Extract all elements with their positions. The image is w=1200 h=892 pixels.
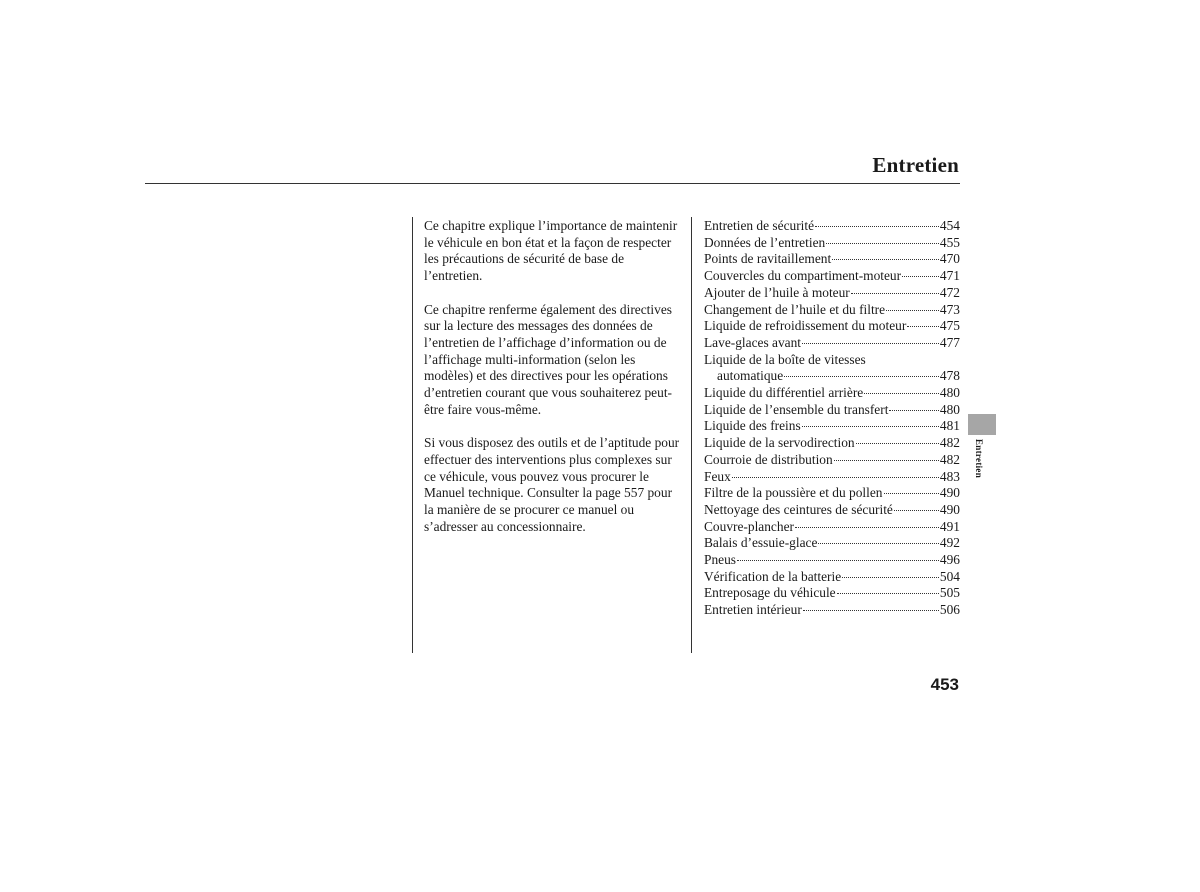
toc-entry[interactable] bbox=[704, 352, 960, 369]
toc-entry[interactable] bbox=[704, 485, 960, 502]
column-divider-middle bbox=[691, 217, 692, 653]
toc-entry-label: Courroie de distribution bbox=[704, 451, 833, 467]
toc-entry-page: 473 bbox=[939, 301, 960, 317]
toc-entry-label: Liquide de la servodirection bbox=[704, 435, 855, 451]
intro-text bbox=[424, 218, 682, 552]
toc-entry-page: 506 bbox=[939, 602, 960, 618]
toc-entry-label: Points de ravitaillement bbox=[704, 251, 832, 267]
toc-entry-label: Entretien de sécurité bbox=[704, 218, 815, 233]
toc-entry-label: Ajouter de l’huile à moteur bbox=[704, 284, 850, 300]
dot-leader bbox=[907, 326, 939, 327]
toc-entry-page: 470 bbox=[939, 251, 960, 267]
dot-leader bbox=[834, 460, 939, 461]
toc-entry[interactable] bbox=[704, 368, 960, 385]
dot-leader bbox=[864, 393, 939, 394]
toc-entry[interactable] bbox=[704, 585, 960, 602]
toc-entry-label: Nettoyage des ceintures de sécurité bbox=[704, 501, 893, 517]
dot-leader bbox=[737, 560, 939, 561]
toc-entry-page: 472 bbox=[939, 284, 960, 300]
table-of-contents bbox=[704, 218, 960, 619]
toc-entry-label: Balais d’essuie-glace bbox=[704, 535, 818, 551]
dot-leader bbox=[784, 376, 939, 377]
toc-entry-label: automatique bbox=[717, 368, 784, 384]
dot-leader bbox=[802, 343, 939, 344]
toc-entry[interactable] bbox=[704, 385, 960, 402]
toc-entry-page: 492 bbox=[939, 535, 960, 551]
toc-entry[interactable] bbox=[704, 302, 960, 319]
toc-entry[interactable] bbox=[704, 535, 960, 552]
toc-entry[interactable] bbox=[704, 602, 960, 619]
toc-entry-page: 471 bbox=[939, 268, 960, 284]
dot-leader bbox=[815, 226, 939, 227]
toc-entry-label: Entretien intérieur bbox=[704, 602, 802, 618]
toc-entry[interactable] bbox=[704, 318, 960, 335]
toc-entry[interactable] bbox=[704, 469, 960, 486]
toc-entry-page: 483 bbox=[939, 468, 960, 484]
dot-leader bbox=[795, 527, 939, 528]
toc-entry-label: Liquide de la boîte de vitesses bbox=[704, 351, 866, 367]
toc-entry-label: Changement de l’huile et du filtre bbox=[704, 301, 886, 317]
page-number: 453 bbox=[930, 675, 959, 694]
toc-entry-page: 505 bbox=[939, 585, 960, 601]
dot-leader bbox=[837, 593, 939, 594]
dot-leader bbox=[851, 293, 939, 294]
toc-entry-label: Pneus bbox=[704, 552, 736, 568]
toc-entry-page: 496 bbox=[939, 552, 960, 568]
toc-entry[interactable] bbox=[704, 502, 960, 519]
dot-leader bbox=[802, 426, 939, 427]
toc-entry-label: Liquide de l’ensemble du transfert bbox=[704, 401, 889, 417]
toc-entry[interactable] bbox=[704, 418, 960, 435]
intro-paragraph-3: Si vous disposez des outils et de l’aptitude pour effectuer des interventions plus complexes sur ce véhicule, vous pouvez vous procurer le Manuel technique. Consulter la page 557 pour la manière de se procurer ce manuel ou s’adresser au concessionnaire. bbox=[424, 435, 680, 534]
side-chapter-label: Entretien bbox=[974, 439, 984, 479]
toc-entry-label: Données de l’entretien bbox=[704, 234, 826, 250]
toc-entry-page: 480 bbox=[939, 401, 960, 417]
chapter-title: Entretien bbox=[872, 153, 959, 177]
title-divider bbox=[145, 183, 960, 184]
toc-entry[interactable] bbox=[704, 285, 960, 302]
dot-leader bbox=[886, 310, 939, 311]
toc-entry[interactable] bbox=[704, 402, 960, 419]
toc-entry-label: Liquide des freins bbox=[704, 418, 801, 434]
toc-entry-label: Entreposage du véhicule bbox=[704, 585, 836, 601]
dot-leader bbox=[732, 477, 939, 478]
toc-entry[interactable] bbox=[704, 519, 960, 536]
toc-entry-label: Vérification de la batterie bbox=[704, 568, 842, 584]
toc-entry-label: Couvre-plancher bbox=[704, 518, 794, 534]
toc-entry[interactable] bbox=[704, 569, 960, 586]
toc-entry[interactable] bbox=[704, 218, 960, 235]
toc-entry[interactable] bbox=[704, 268, 960, 285]
toc-entry-page: 478 bbox=[939, 368, 960, 384]
dot-leader bbox=[842, 577, 939, 578]
toc-entry-page: 504 bbox=[939, 568, 960, 584]
dot-leader bbox=[818, 543, 939, 544]
intro-paragraph-2: Ce chapitre renferme également des directives sur la lecture des messages des données de l’entretien de l’affichage d’information ou de l’affichage multi-information (selon les modèles) et des directives pour les opérations d’entretien courant que vous souhaiterez peut-être faire vous-même. bbox=[424, 301, 673, 417]
toc-entry-page: 481 bbox=[939, 418, 960, 434]
dot-leader bbox=[832, 259, 939, 260]
toc-entry-page: 491 bbox=[939, 518, 960, 534]
toc-entry-page: 480 bbox=[939, 385, 960, 401]
toc-entry[interactable] bbox=[704, 435, 960, 452]
dot-leader bbox=[884, 493, 939, 494]
dot-leader bbox=[826, 243, 939, 244]
toc-entry-label: Liquide de refroidissement du moteur bbox=[704, 318, 907, 334]
toc-entry-label: Liquide du différentiel arrière bbox=[704, 385, 864, 401]
toc-entry[interactable] bbox=[704, 335, 960, 352]
dot-leader bbox=[894, 510, 939, 511]
toc-entry-page: 490 bbox=[939, 485, 960, 501]
toc-entry-page: 482 bbox=[939, 451, 960, 467]
intro-paragraph-1: Ce chapitre explique l’importance de maintenir le véhicule en bon état et la façon de respecter les précautions de sécurité de base de l’entretien. bbox=[424, 218, 678, 284]
dot-leader bbox=[856, 443, 939, 444]
toc-entry[interactable] bbox=[704, 452, 960, 469]
toc-entry-label: Couvercles du compartiment-moteur bbox=[704, 268, 902, 284]
dot-leader bbox=[803, 610, 939, 611]
toc-entry-page: 482 bbox=[939, 435, 960, 451]
toc-entry-page: 475 bbox=[939, 318, 960, 334]
toc-entry-page: 490 bbox=[939, 501, 960, 517]
chapter-tab-marker bbox=[968, 414, 996, 435]
toc-entry[interactable] bbox=[704, 251, 960, 268]
dot-leader bbox=[902, 276, 939, 277]
dot-leader bbox=[889, 410, 938, 411]
toc-entry[interactable] bbox=[704, 552, 960, 569]
toc-entry-label: Feux bbox=[704, 468, 731, 484]
toc-entry-page: 455 bbox=[939, 234, 960, 250]
toc-entry-page: 454 bbox=[939, 218, 960, 233]
toc-entry-page: 477 bbox=[939, 334, 960, 350]
toc-entry-label: Lave-glaces avant bbox=[704, 334, 802, 350]
toc-entry-label: Filtre de la poussière et du pollen bbox=[704, 485, 883, 501]
toc-entry[interactable] bbox=[704, 235, 960, 252]
column-divider-left bbox=[412, 217, 413, 653]
